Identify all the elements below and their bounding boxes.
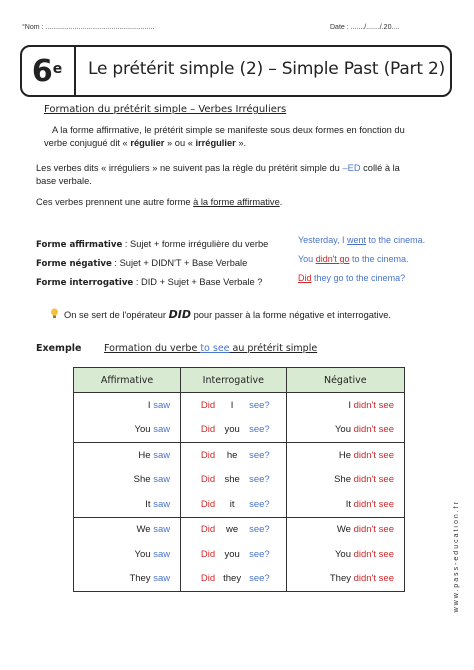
highlight-verb: went bbox=[347, 235, 367, 245]
text-span: » ou « bbox=[164, 138, 196, 148]
did-word: Did bbox=[200, 399, 216, 411]
subject: You bbox=[134, 548, 151, 560]
verb-form: saw bbox=[153, 498, 171, 510]
verb-form: saw bbox=[153, 449, 171, 461]
form-rule: : DID + Sujet + Base Verbale ? bbox=[133, 277, 263, 287]
did-word: Did bbox=[200, 474, 216, 486]
negative-form: didn't see bbox=[353, 474, 394, 486]
form-affirmative bbox=[36, 234, 456, 253]
subject: We bbox=[136, 524, 151, 536]
text-span: ». bbox=[235, 138, 247, 148]
cell-interrogative bbox=[181, 418, 286, 443]
cell-affirmative bbox=[74, 468, 181, 493]
text-span: Les verbes dits « irréguliers » ne suivent pas la règle du prétérit simple du bbox=[36, 163, 343, 173]
side-website: www.pass-education.fr bbox=[453, 500, 460, 613]
verb-form: saw bbox=[153, 399, 171, 411]
grade-number: 6 bbox=[31, 53, 53, 89]
subject: He bbox=[138, 449, 151, 461]
form-example bbox=[298, 235, 425, 245]
did-word: Did bbox=[200, 449, 216, 461]
verb-form: see? bbox=[249, 573, 270, 585]
cell-affirmative bbox=[74, 567, 181, 592]
verb-form: see? bbox=[249, 498, 270, 510]
verb-form: see? bbox=[249, 548, 270, 560]
verb-to-see: to see bbox=[200, 343, 230, 354]
verb-form: see? bbox=[249, 474, 270, 486]
table-row bbox=[74, 517, 405, 542]
verb-form: see? bbox=[249, 399, 270, 411]
header-interrogative: Interrogative bbox=[181, 368, 286, 393]
affirmative-form-term: à la forme affirmative bbox=[193, 197, 280, 207]
cell-negative bbox=[286, 468, 404, 493]
negative-form: didn't see bbox=[353, 548, 394, 560]
text-span: verbe conjugué dit « bbox=[44, 138, 131, 148]
paragraph-2-line1 bbox=[36, 162, 456, 175]
subject: he bbox=[226, 449, 238, 461]
table-body bbox=[74, 393, 405, 592]
verb-form: see? bbox=[249, 449, 270, 461]
did-word: Did bbox=[200, 424, 216, 436]
did-note bbox=[50, 305, 391, 323]
form-label: Forme interrogative bbox=[36, 278, 134, 288]
verb-form: saw bbox=[153, 524, 171, 536]
subject: I bbox=[230, 399, 234, 411]
ed-suffix: –ED bbox=[342, 163, 361, 173]
subject: I bbox=[147, 399, 151, 411]
cell-affirmative bbox=[74, 418, 181, 443]
text-span: they go to the cinema? bbox=[311, 273, 406, 283]
verb-form: see? bbox=[249, 524, 270, 536]
text-span: to the cinema. bbox=[366, 235, 426, 245]
text-span: Formation du verbe bbox=[104, 343, 201, 354]
regular-term: régulier bbox=[130, 138, 165, 148]
subject: You bbox=[334, 424, 351, 436]
subject: you bbox=[224, 548, 240, 560]
subject: They bbox=[329, 573, 351, 585]
cell-affirmative bbox=[74, 393, 181, 418]
cell-interrogative bbox=[181, 492, 286, 517]
page-title: Le prétérit simple (2) – Simple Past (Part 2) bbox=[88, 59, 446, 79]
cell-negative bbox=[286, 542, 404, 567]
verb-form: saw bbox=[153, 573, 171, 585]
subject: You bbox=[134, 424, 151, 436]
table-row bbox=[74, 443, 405, 468]
subject: She bbox=[133, 474, 151, 486]
did-word: Did bbox=[200, 498, 216, 510]
did-operator: DID bbox=[168, 308, 191, 321]
did-word: Did bbox=[200, 524, 216, 536]
subject: They bbox=[129, 573, 151, 585]
text-span: pour passer à la forme négative et interrogative. bbox=[190, 310, 391, 320]
subject: We bbox=[336, 524, 351, 536]
form-label: Forme affirmative bbox=[36, 240, 123, 250]
forms-list bbox=[36, 234, 456, 291]
header-negative: Négative bbox=[286, 368, 404, 393]
form-example bbox=[298, 254, 409, 264]
negative-form: didn't see bbox=[353, 399, 394, 411]
grade-sup: e bbox=[52, 61, 63, 77]
cell-interrogative bbox=[181, 468, 286, 493]
form-label: Forme négative bbox=[36, 259, 112, 269]
verb-form: saw bbox=[153, 548, 171, 560]
paragraph-2-line2: base verbale. bbox=[36, 176, 92, 186]
verb-form: saw bbox=[153, 424, 171, 436]
negative-form: didn't see bbox=[353, 424, 394, 436]
cell-negative bbox=[286, 517, 404, 542]
highlight-verb: Did bbox=[298, 273, 312, 283]
subject: she bbox=[224, 474, 240, 486]
name-field: °Nom : ........................................................ bbox=[22, 24, 155, 31]
subject: You bbox=[334, 548, 351, 560]
cell-interrogative bbox=[181, 443, 286, 468]
cell-affirmative bbox=[74, 492, 181, 517]
example-label: Exemple bbox=[36, 343, 82, 354]
cell-affirmative bbox=[74, 443, 181, 468]
table-row bbox=[74, 468, 405, 493]
verb-form: saw bbox=[153, 474, 171, 486]
text-span: au prétérit simple bbox=[229, 343, 318, 354]
cell-interrogative bbox=[181, 393, 286, 418]
did-word: Did bbox=[200, 548, 216, 560]
table-row bbox=[74, 393, 405, 418]
subject: She bbox=[334, 474, 351, 486]
cell-affirmative bbox=[74, 517, 181, 542]
irregular-term: irrégulier bbox=[195, 138, 236, 148]
lightbulb-icon bbox=[50, 308, 59, 319]
text-span: to the cinema. bbox=[349, 254, 409, 264]
verb-form: see? bbox=[249, 424, 270, 436]
text-span: Ces verbes prennent une autre forme bbox=[36, 197, 194, 207]
negative-form: didn't see bbox=[353, 498, 394, 510]
subject: they bbox=[223, 573, 242, 585]
did-word: Did bbox=[200, 573, 216, 585]
cell-negative bbox=[286, 492, 404, 517]
example-title bbox=[104, 343, 317, 354]
header-affirmative: Affirmative bbox=[74, 368, 181, 393]
subject: I bbox=[348, 399, 351, 411]
cell-negative bbox=[286, 567, 404, 592]
subject: it bbox=[229, 498, 235, 510]
text-span: You bbox=[298, 254, 316, 264]
paragraph-2 bbox=[36, 162, 456, 188]
table-row bbox=[74, 492, 405, 517]
paragraph-1-line1: A la forme affirmative, le prétérit simple se manifeste sous deux formes en fonction du bbox=[52, 125, 405, 135]
form-rule: : Sujet + forme irrégulière du verbe bbox=[122, 239, 269, 249]
subject: He bbox=[338, 449, 351, 461]
text-span: . bbox=[279, 197, 283, 207]
form-example bbox=[298, 273, 405, 283]
cell-negative bbox=[286, 393, 404, 418]
subject: we bbox=[226, 524, 239, 536]
subject: It bbox=[345, 498, 351, 510]
grade-label bbox=[20, 45, 76, 97]
paragraph-1 bbox=[44, 124, 454, 150]
cell-interrogative bbox=[181, 517, 286, 542]
conjugation-table bbox=[73, 367, 405, 592]
cell-negative bbox=[286, 443, 404, 468]
text-span: On se sert de l'opérateur bbox=[64, 310, 169, 320]
form-rule: : Sujet + DIDN'T + Base Verbale bbox=[111, 258, 248, 268]
paragraph-3 bbox=[36, 196, 282, 209]
form-negative bbox=[36, 253, 456, 272]
text-span: collé à la bbox=[360, 163, 400, 173]
cell-interrogative bbox=[181, 542, 286, 567]
table-row bbox=[74, 567, 405, 592]
form-interrogative bbox=[36, 272, 456, 291]
negative-form: didn't see bbox=[353, 449, 394, 461]
subject: you bbox=[224, 424, 240, 436]
cell-negative bbox=[286, 418, 404, 443]
cell-affirmative bbox=[74, 542, 181, 567]
table-row bbox=[74, 418, 405, 443]
table-header-row bbox=[74, 368, 405, 393]
paragraph-1-line2 bbox=[44, 137, 454, 150]
table-row bbox=[74, 542, 405, 567]
subject: It bbox=[145, 498, 151, 510]
negative-form: didn't see bbox=[353, 524, 394, 536]
text-span: Yesterday, I bbox=[298, 235, 348, 245]
date-field: Date : ......./......./.20.... bbox=[330, 24, 400, 31]
negative-form: didn't see bbox=[353, 573, 394, 585]
highlight-verb: didn't go bbox=[315, 254, 350, 264]
section-title: Formation du prétérit simple – Verbes Irréguliers bbox=[44, 104, 287, 115]
cell-interrogative bbox=[181, 567, 286, 592]
